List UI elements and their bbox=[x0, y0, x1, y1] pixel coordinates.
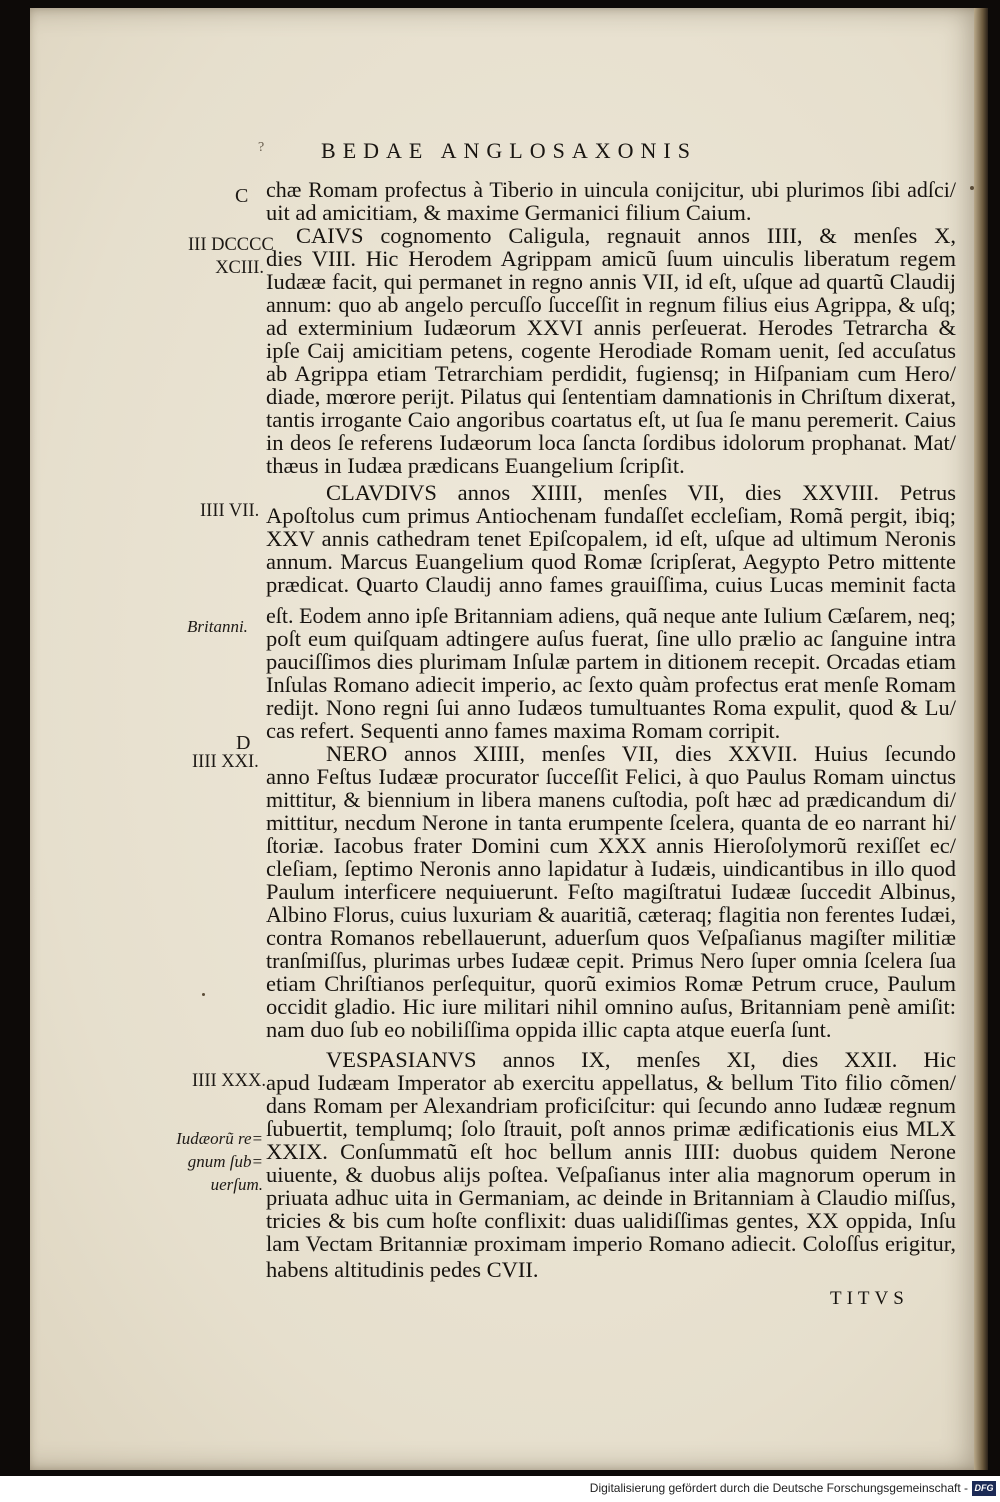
margin-note-year-caius-a: III DCCCC bbox=[188, 235, 274, 255]
body-line: XXIX. Conſummatũ eſt hoc bellum annis IIII: duobus quidem Nerone bbox=[266, 1139, 956, 1164]
body-line: nam duo ſub eo nobiliſſima oppida illic capta atque euerſa ſunt. bbox=[266, 1017, 832, 1042]
body-line: redijt. Nono regni ſui anno Iudæos tumultuantes Roma expulit, quod & Lu/ bbox=[266, 695, 956, 720]
body-line: cas refert. Sequenti anno fames maxima Romam corripit. bbox=[266, 718, 781, 743]
body-line: pauciſſimos dies plurimam Inſulæ partem in ditionem recepit. Orcadas etiam bbox=[266, 649, 956, 674]
body-line: anno Feſtus Iudææ procurator ſucceſſit Felici, à quo Paulus Romam uinctus bbox=[266, 764, 956, 789]
margin-note-iudaeorum-b: gnum ſub= bbox=[187, 1152, 263, 1171]
book-page bbox=[30, 8, 988, 1470]
body-line: Inſulas Romano adiecit imperio, ac ſexto quàm profectus erat menſe Romam bbox=[266, 672, 956, 697]
body-line: ſtoriæ. Iacobus frater Domini cum XXX annis Hieroſolymorũ rexiſſet ec/ bbox=[266, 833, 956, 858]
body-line: ipſe Caij amicitiam petens, cogente Herodiade Romam uenit, ſed accuſatus bbox=[266, 338, 956, 363]
body-line: NERO annos XIIII, menſes VII, dies XXVII. Huius ſecundo bbox=[326, 741, 956, 766]
margin-note-year-nero: IIII XXI. bbox=[192, 752, 259, 772]
body-line: ad exterminium Iudæorum XXVI annis perſeuerat. Herodes Tetrarcha & bbox=[266, 315, 956, 340]
body-line: Paulum interficere nequiuerunt. Feſto magiſtratui Iudææ ſuccedit Albinus, bbox=[266, 879, 956, 904]
body-line: XXV annis cathedram tenet Epiſcopalem, id eſt, uſque ad ultimum Neronis bbox=[266, 526, 956, 551]
body-line: diade, mœrore perijt. Pilatus qui ſententiam damnationis in Chriſtum dixerat, bbox=[266, 384, 956, 409]
body-line: annum: quo ab angelo percuſſo ſucceſſit in regnum filius eius Agrippa, & uſq; bbox=[266, 292, 956, 317]
body-line: priuata adhuc uita in Germaniam, ac deinde in Britanniam à Claudio miſſus, bbox=[266, 1185, 956, 1210]
body-line: mittitur, & biennium in libera manens cuſtodia, poſt hæc ad prædicandum di/ bbox=[266, 787, 956, 812]
margin-letter-d: D bbox=[236, 732, 251, 754]
margin-note-year-claudius: IIII VII. bbox=[200, 501, 260, 521]
body-line: etiam Chriſtianos perſequitur, quorũ eximios Romæ Petrum cruce, Paulum bbox=[266, 971, 956, 996]
body-line: uiuente, & duobus alijs poſtea. Veſpaſianus inter alia magnorum operum in bbox=[266, 1162, 956, 1187]
margin-note-iudaeorum-a: Iudæorũ re= bbox=[176, 1129, 263, 1148]
body-line: ſubuertit, templumq; ſolo ſtrauit, poſt annos primæ ædificationis eius MLX bbox=[266, 1116, 956, 1141]
body-line: habens altitudinis pedes CVII. bbox=[266, 1257, 539, 1282]
running-head bbox=[30, 138, 988, 164]
body-line: dans Romam per Alexandriam proficiſcitur: qui ſecundo anno Iudææ regnum bbox=[266, 1093, 956, 1118]
body-line: chæ Romam profectus à Tiberio in uincula conijcitur, ubi plurimos ſibi adſci/ bbox=[266, 177, 956, 202]
margin-note-britanni: Britanni. bbox=[187, 617, 248, 636]
body-line: ab Agrippa etiam Tetrarchiam perdidit, fugiensq; in Hiſpaniam cum Hero/ bbox=[266, 361, 956, 386]
running-head-title: BEDAE ANGLOSAXONIS bbox=[321, 138, 697, 163]
body-line: CAIVS cognomento Caligula, regnauit annos IIII, & menſes X, bbox=[296, 223, 956, 248]
body-line: Albino Florus, cuius luxuriam & auaritiã, cæteraq; flagitia non ferentes Iudæi, bbox=[266, 902, 956, 927]
digitization-footer bbox=[0, 1476, 1000, 1502]
body-line: tricies & bis cum hoſte conflixit: duas ualidiſſimas gentes, XX oppida, Inſu bbox=[266, 1208, 956, 1233]
margin-note-year-caius-b: XCIII. bbox=[215, 258, 264, 278]
body-line: tantis irrogante Caio angoribus coartatus eſt, ut ſua ſe manu peremerit. Caius bbox=[266, 407, 956, 432]
margin-letter-c: C bbox=[235, 185, 249, 207]
body-line: Iudææ facit, qui permanet in regno annis VII, id eſt, uſque ad quartũ Claudij bbox=[266, 269, 956, 294]
body-line: apud Iudæam Imperator ab exercitu appellatus, & bellum Tito filio cõmen/ bbox=[266, 1070, 956, 1095]
catchword: TITVS bbox=[830, 1288, 909, 1309]
body-line: Apoſtolus cum primus Antiochenam fundaſſet eccleſiam, Romã pergit, ibiq; bbox=[266, 503, 956, 528]
margin-note-year-vespasianus: IIII XXX. bbox=[192, 1071, 266, 1091]
dfg-logo-icon: DFG bbox=[972, 1481, 996, 1496]
body-line: VESPASIANVS annos IX, menſes XI, dies XXII. Hic bbox=[326, 1047, 956, 1072]
paper-speck bbox=[970, 186, 974, 190]
body-line: prædicat. Quarto Claudij anno fames grauiſſima, cuius Lucas meminit facta bbox=[266, 572, 956, 597]
body-line: uit ad amicitiam, & maxime Germanici filium Caium. bbox=[266, 200, 752, 225]
body-line: occidit gladio. Hic iure militari nihil omnino auſus, Britanniam penè amiſit: bbox=[266, 994, 956, 1019]
body-line: contra Romanos rebellauerunt, aduerſum quos Veſpaſianus magiſter militiæ bbox=[266, 925, 956, 950]
body-line: CLAVDIVS annos XIIII, menſes VII, dies XXVIII. Petrus bbox=[326, 480, 956, 505]
page-mark: ? bbox=[258, 140, 267, 155]
body-line: poſt eum quiſquam adtingere auſus fuerat, ſine ullo prælio ac ſanguine intra bbox=[266, 626, 956, 651]
body-line: lam Vectam Britanniæ proximam imperio Romano adiecit. Coloſſus erigitur, bbox=[266, 1231, 956, 1256]
book-spine-edge bbox=[974, 8, 988, 1470]
footer-credit-text: Digitalisierung gefördert durch die Deutsche Forschungsgemeinschaft - bbox=[589, 1481, 968, 1495]
body-line: mittitur, necdum Nerone in tanta erumpente ſcelera, quanta de eo narrant hi/ bbox=[266, 810, 956, 835]
body-line: cleſiam, ſeptimo Neronis anno lapidatur à Iudæis, uindicantibus in illo quod bbox=[266, 856, 956, 881]
paper-speck bbox=[202, 993, 205, 996]
body-line: in deos ſe referens Iudæorum loca ſancta ſordibus idolorum prophanat. Mat/ bbox=[266, 430, 956, 455]
body-line: thæus in Iudæa prædicans Euangelium ſcripſit. bbox=[266, 453, 685, 478]
body-line: dies VIII. Hic Herodem Agrippam amicũ ſuum uinculis liberatum regem bbox=[266, 246, 956, 271]
body-line: annum. Marcus Euangelium quod Romæ ſcripſerat, Aegypto Petro mittente bbox=[266, 549, 956, 574]
body-line: tranſmiſſus, plurimas urbes Iudææ cepit. Primus Nero ſuper omnia ſcelera ſua bbox=[266, 948, 956, 973]
margin-note-iudaeorum-c: uerſum. bbox=[210, 1175, 263, 1194]
body-line: eſt. Eodem anno ipſe Britanniam adiens, quã neque ante Iulium Cæſarem, neq; bbox=[266, 603, 956, 628]
